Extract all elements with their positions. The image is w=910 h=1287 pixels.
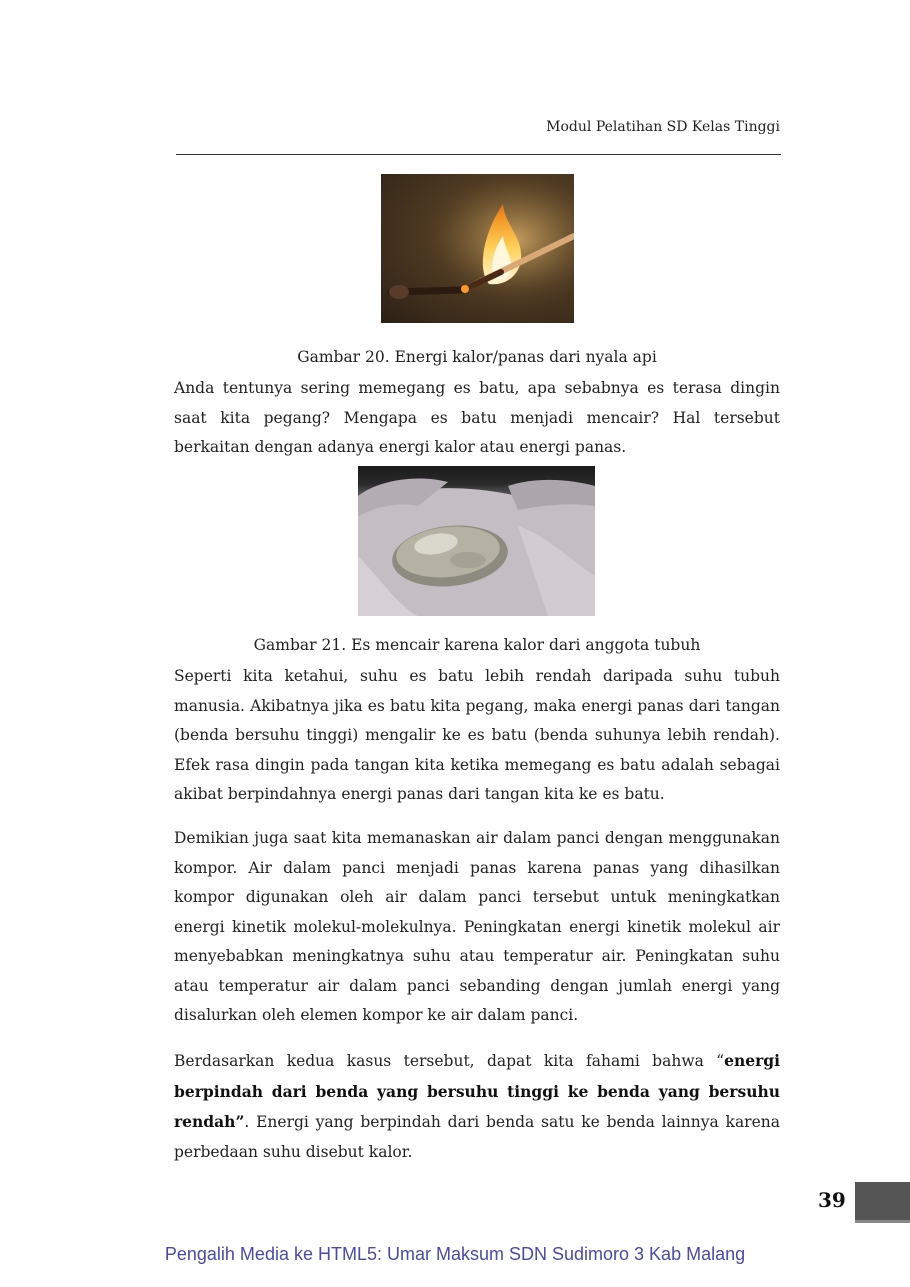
paragraph-2: Seperti kita ketahui, suhu es batu lebih rendah daripada suhu tubuh manusia. Akibatnya jika es batu kita pegang, maka energi panas dari tangan (benda bersuhu tinggi) mengalir ke es batu (benda suhunya lebih rendah). Efek rasa dingin pada tangan kita ketika memegang es batu adalah sebagai akibat berpindahnya energi panas dari tangan kita ke es batu. [174, 667, 780, 803]
running-header: Modul Pelatihan SD Kelas Tinggi [546, 119, 780, 135]
ice-in-hand-icon [358, 466, 595, 616]
paragraph-4 [174, 1046, 780, 1167]
ice-in-hand-image [358, 466, 595, 616]
paragraph-4-emphasis: energi berpindah dari benda yang bersuhu tinggi ke benda yang bersuhu rendah” [174, 1051, 780, 1131]
header-divider [176, 154, 781, 155]
paragraph-4-intro: Berdasarkan kedua kasus tersebut, dapat kita fahami bahwa “ [174, 1052, 725, 1070]
paragraph-4-rest: . Energi yang berpindah dari benda satu ke benda lainnya karena perbedaan suhu disebut kalor. [174, 1113, 780, 1161]
figure-20-caption: Gambar 20. Energi kalor/panas dari nyala api [297, 348, 657, 366]
figure-21-caption: Gambar 21. Es mencair karena kalor dari anggota tubuh [253, 636, 701, 654]
page-tab-marker [855, 1182, 910, 1223]
match-flame-icon [381, 174, 574, 323]
footer-credit: Pengalih Media ke HTML5: Umar Maksum SDN Sudimoro 3 Kab Malang [164, 1244, 746, 1264]
paragraph-1: Anda tentunya sering memegang es batu, apa sebabnya es terasa dingin saat kita pegang? Mengapa es batu menjadi mencair? Hal tersebut berkaitan dengan adanya energi kalor atau energi panas. [174, 379, 780, 456]
match-flame-image [381, 174, 574, 323]
page-number: 39 [818, 1188, 846, 1212]
paragraph-3: Demikian juga saat kita memanaskan air dalam panci dengan menggunakan kompor. Air dalam panci menjadi panas karena panas yang dihasilkan kompor digunakan oleh air dalam panci tersebut untuk meningkatkan energi kinetik molekul-molekulnya. Peningkatan energi kinetik molekul air menyebabkan meningkatnya suhu atau temperatur air. Peningkatan suhu atau temperatur air dalam panci sebanding dengan jumlah energi yang disalurkan oleh elemen kompor ke air dalam panci. [174, 829, 780, 1024]
